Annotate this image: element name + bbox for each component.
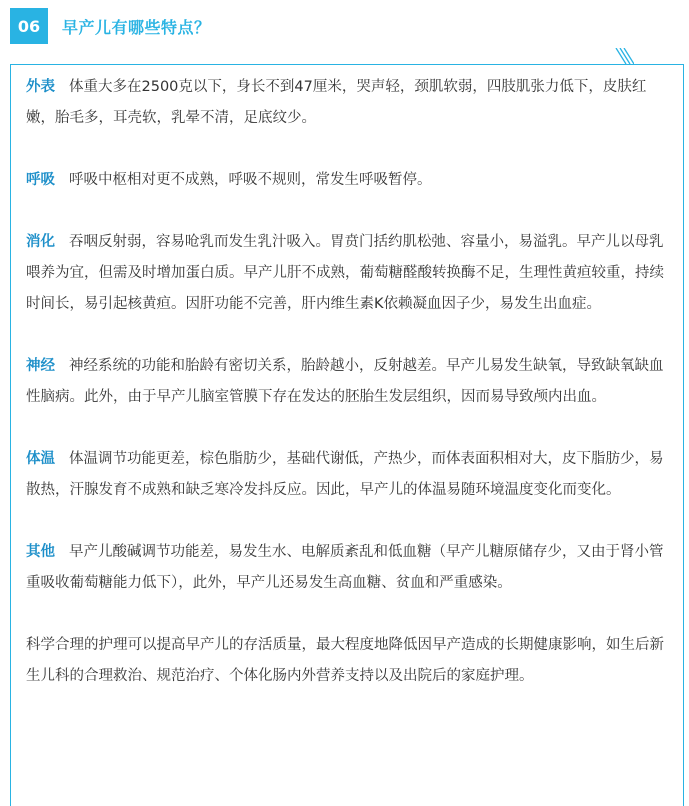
text-digestion: 吞咽反射弱，容易呛乳而发生乳汁吸入。胃贲门括约肌松弛、容量小，易溢乳。早产儿以母乳喂养为宜，但需及时增加蛋白质。早产儿肝不成熟，葡萄糖醛酸转换酶不足，生理性黄疸较重，持续时间长，易引起核黄疸。因肝功能不完善，肝内维生素K依赖凝血因子少，易发生出血症。 bbox=[26, 234, 664, 312]
label-other: 其他 bbox=[26, 544, 55, 560]
section-other bbox=[26, 537, 672, 599]
label-appearance: 外表 bbox=[26, 79, 55, 95]
section-breathing bbox=[26, 165, 672, 196]
text-nervous: 神经系统的功能和胎龄有密切关系，胎龄越小，反射越差。早产儿易发生缺氧，导致缺氧缺血性脑病。此外，由于早产儿脑室管膜下存在发达的胚胎生发层组织，因而易导致颅内出血。 bbox=[26, 358, 664, 405]
label-breathing: 呼吸 bbox=[26, 172, 55, 188]
content-body bbox=[26, 72, 672, 692]
label-temperature: 体温 bbox=[26, 451, 55, 467]
text-other: 早产儿酸碱调节功能差，易发生水、电解质紊乱和低血糖（早产儿糖原储存少，又由于肾小管重吸收葡萄糖能力低下），此外，早产儿还易发生高血糖、贫血和严重感染。 bbox=[26, 544, 664, 591]
label-nervous: 神经 bbox=[26, 358, 55, 374]
conclusion-paragraph: 科学合理的护理可以提高早产儿的存活质量，最大程度地降低因早产造成的长期健康影响，如生后新生儿科的合理救治、规范治疗、个体化肠内外营养支持以及出院后的家庭护理。 bbox=[26, 637, 664, 684]
section-digestion bbox=[26, 227, 672, 320]
section-number-badge: 06 bbox=[10, 8, 48, 44]
text-temperature: 体温调节功能更差，棕色脂肪少，基础代谢低，产热少，而体表面积相对大，皮下脂肪少，易散热，汗腺发育不成熟和缺乏寒冷发抖反应。因此，早产儿的体温易随环境温度变化而变化。 bbox=[26, 451, 664, 498]
section-appearance bbox=[26, 72, 672, 134]
text-appearance: 体重大多在2500克以下，身长不到47厘米，哭声轻，颈肌软弱，四肢肌张力低下，皮肤红嫩，胎毛多，耳壳软，乳晕不清，足底纹少。 bbox=[26, 79, 647, 126]
text-breathing: 呼吸中枢相对更不成熟，呼吸不规则，常发生呼吸暂停。 bbox=[69, 172, 432, 188]
section-title: 早产儿有哪些特点？ bbox=[62, 17, 211, 37]
label-digestion: 消化 bbox=[26, 234, 55, 250]
section-header bbox=[10, 8, 211, 44]
section-temperature bbox=[26, 444, 672, 506]
section-nervous bbox=[26, 351, 672, 413]
